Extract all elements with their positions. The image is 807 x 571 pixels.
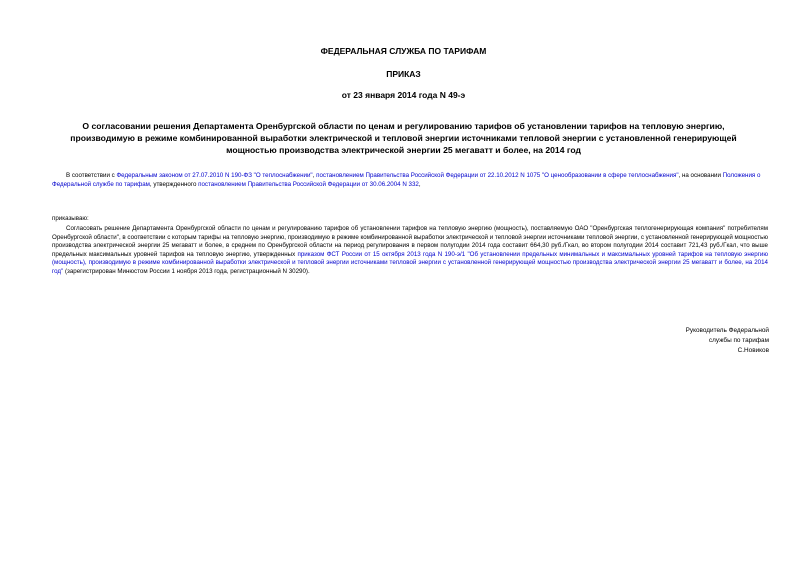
doc-type-heading: ПРИКАЗ	[386, 69, 421, 79]
preamble-text-4: , утвержденного	[149, 180, 199, 188]
fst-regulation-link[interactable]: Положения о Федеральной службе по тарифам	[52, 172, 761, 188]
body-text-1: Согласовать решение Департамента Оренбургской области по ценам и регулированию тарифов об установлении тарифов на тепловую энергию (мощность), поставляемую ОАО "Оренбургская теплогенерирующая компания" потребителям Оренбургской области", в соответствии с которым тарифы на тепловую энергию, производимую в режиме комбинированной выработки электрической и тепловой энергии источниками тепловой энергии, с установленной генерирующей мощностью производства электрической энергии 25 мегаватт и более, в среднем по Оренбургской области на период регулирования в первом полугодии 2014 года составит 664,30 руб./Гкал, во втором полугодии 2014 составит 721,43 руб./Гкал, что выше предельных максимальных уровней тарифов на тепловую энергию, утвержденных	[52, 225, 768, 258]
preamble-text-2: ,	[312, 172, 317, 179]
signature-position-line-1: Руководитель Федеральной	[685, 327, 769, 334]
preamble-text-5: ,	[418, 180, 421, 188]
government-decree-1075-link[interactable]: постановлением Правительства Российской Федерации от 22.10.2012 N 1075 "О ценообразовании в сфере теплоснабжения"	[316, 172, 679, 179]
order-word: приказываю:	[52, 215, 89, 222]
document-title: О согласовании решения Департамента Оренбургской области по ценам и регулированию тарифов об установлении тарифов на тепловую энергию, производимую в режиме комбинированной выработки электрической и тепловой энергии источниками тепловой энергии с установленной генерирующей мощностью производства электрической энергии 25 мегаватт и более, на 2014 год	[70, 121, 737, 155]
signature-block	[569, 326, 769, 356]
signatory-name: С.Новиков	[737, 347, 769, 354]
signature-position-line-2: службы по тарифам	[708, 337, 769, 344]
body-text-2: (зарегистрирован Минюстом России 1 ноября 2013 года, регистрационный N 30290).	[63, 267, 310, 275]
preamble-text-1: В соответствии с	[66, 172, 117, 179]
preamble-paragraph	[52, 172, 768, 189]
fst-order-link[interactable]: приказом ФСТ России от 15 октября 2013 года N 190-э/1 "Об установлении предельных минимальных и максимальных уровней тарифов на тепловую энергию (мощность), производимую в режиме комбинированной выработки электрической и тепловой энергии источниками тепловой энергии с установленной генерирующей мощностью производства электрической энергии 25 мегаватт и более, на 2014 год"	[52, 250, 768, 275]
date-number-heading: от 23 января 2014 года N 49-э	[341, 90, 466, 100]
agency-heading: ФЕДЕРАЛЬНАЯ СЛУЖБА ПО ТАРИФАМ	[320, 46, 487, 56]
body-paragraph	[52, 225, 768, 277]
preamble-text-3: , на основании	[678, 172, 723, 179]
government-decree-332-link[interactable]: постановлением Правительства Российской Федерации от 30.06.2004 N 332	[198, 180, 419, 188]
federal-law-link[interactable]: Федеральным законом от 27.07.2010 N 190-ФЗ "О теплоснабжении"	[116, 172, 313, 179]
